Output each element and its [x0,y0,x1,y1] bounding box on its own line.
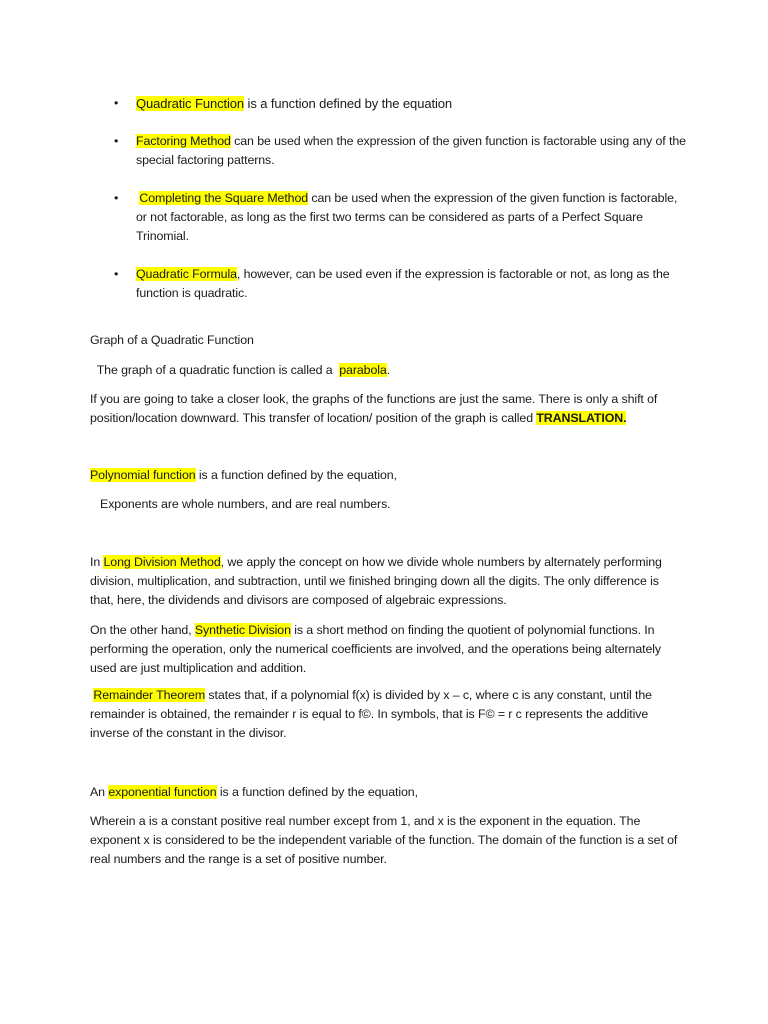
bullet-dot: • [114,134,119,148]
highlight-factoring-method: Factoring Method [136,134,231,148]
parabola-paragraph [90,361,680,380]
synthetic-division-paragraph [90,621,680,678]
text: , we apply the concept on how we divide whole numbers by alternately performing division, multiplication, and subtraction, until we finished bringing down all the digits. The only difference is that, here, the dividends and divisors are composed of algebraic expressions. [90,555,662,607]
exponents-line: Exponents are whole numbers, and are real numbers. [90,497,391,511]
highlight-quadratic-formula: Quadratic Formula [136,267,237,281]
remainder-theorem-paragraph [90,686,680,743]
bullet-completing-square [136,189,686,246]
highlight-synthetic-division: Synthetic Division [194,623,291,637]
text: An [90,785,109,799]
text: is a function defined by the equation, [216,785,418,799]
highlight-completing-square: Completing the Square Method [139,191,309,205]
highlight-long-division: Long Division Method [103,555,221,569]
bullet-text: is a function defined by the equation [244,96,453,111]
text: In [90,555,104,569]
translation-paragraph [90,390,680,428]
exponential-paragraph [90,783,680,802]
text: On the other hand, [90,623,195,637]
bullet-quadratic-formula [136,265,686,303]
highlight-parabola: parabola [339,363,387,377]
polynomial-paragraph [90,466,680,485]
long-division-paragraph [90,553,680,610]
highlight-quadratic-function: Quadratic Function [136,96,245,111]
graph-heading: Graph of a Quadratic Function [90,333,254,347]
text: . [386,363,391,377]
highlight-exponential-function: exponential function [108,785,217,799]
bullet-dot: • [114,191,119,205]
text: is a short method on finding the quotient of polynomial functions. In performing the operation, only the numerical coefficients are involved, and the operations being alternately used are just multiplication and addition. [90,623,661,675]
bullet-factoring-method [136,132,686,170]
bullet-dot: • [114,96,119,110]
text: states that, if a polynomial f(x) is divided by x – c, where c is any constant, until the remainder is obtained, the remainder r is equal to f©. In symbols, that is F© = r c represents the additive inverse of the constant in the divisor. [90,688,652,740]
highlight-polynomial-function: Polynomial function [90,468,196,482]
bullet-text: , however, can be used even if the expression is factorable or not, as long as the function is quadratic. [136,267,670,300]
bullet-text: can be used when the expression of the given function is factorable, or not factorable, as long as the first two terms can be considered as parts of a Perfect Square Trinomial. [136,191,678,243]
bullet-text: can be used when the expression of the given function is factorable using any of the special factoring patterns. [136,134,686,167]
bullet-quadratic-function [136,94,686,113]
text: is a function defined by the equation, [195,468,397,482]
text: The graph of a quadratic function is called a [90,363,340,377]
wherein-paragraph: Wherein a is a constant positive real number except from 1, and x is the exponent in the equation. The exponent x is considered to be the independent variable of the function. The domain of the function is a set of real numbers and the range is a set of positive number. [90,814,678,866]
highlight-translation: TRANSLATION. [536,411,627,425]
bullet-dot: • [114,267,119,281]
text: If you are going to take a closer look, the graphs of the functions are just the same. There is only a shift of position/location downward. This transfer of location/ position of the graph is called [90,392,658,425]
highlight-remainder-theorem: Remainder Theorem [93,688,206,702]
